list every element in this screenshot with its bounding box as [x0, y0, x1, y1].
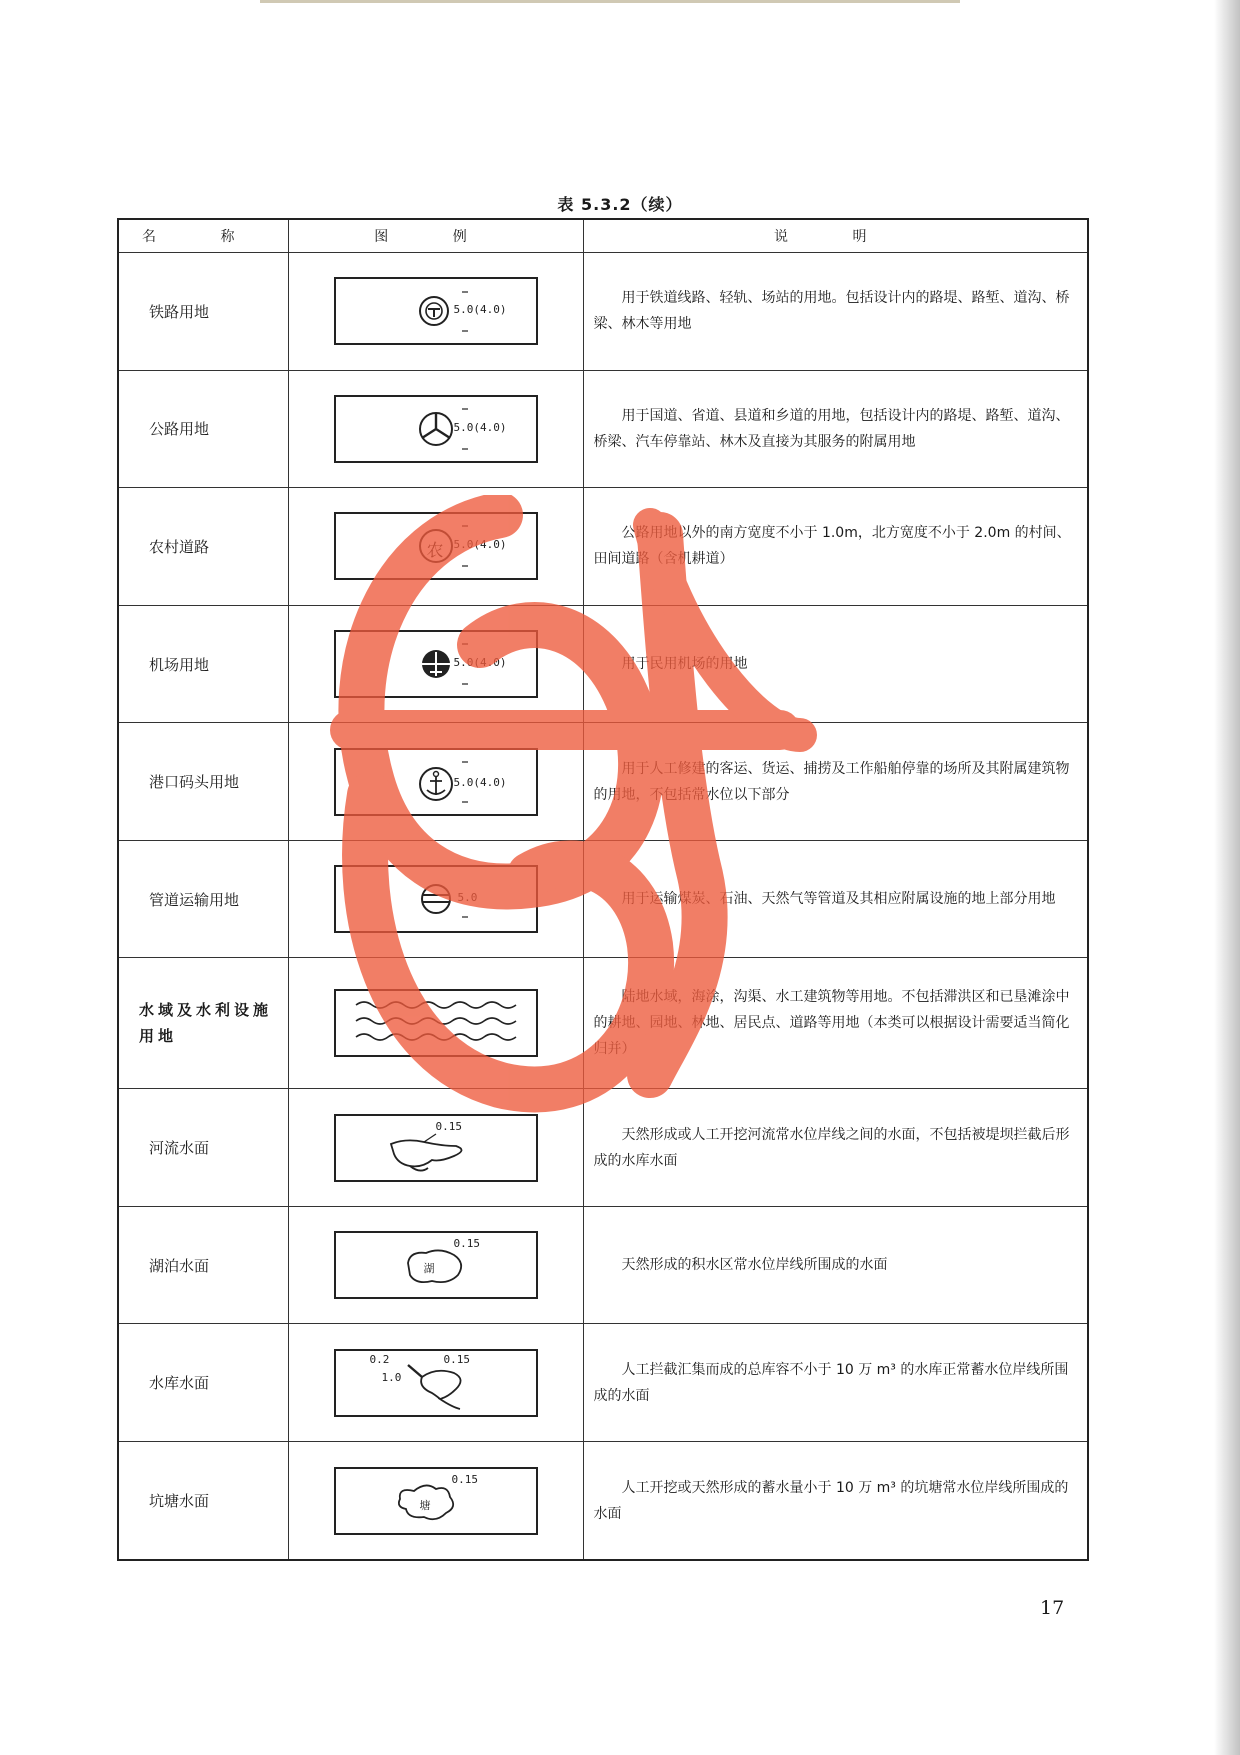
- row-name: 港口码头用地: [118, 723, 288, 841]
- land-use-legend-table: [117, 218, 1089, 1561]
- legend-cell: [288, 1206, 583, 1324]
- legend-box: [334, 865, 538, 933]
- table-row: [118, 723, 1088, 841]
- legend-box: [334, 1349, 538, 1417]
- legend-cell: [288, 488, 583, 606]
- table-row: [118, 488, 1088, 606]
- legend-box: [334, 1114, 538, 1182]
- table-row: [118, 1089, 1088, 1207]
- row-name: 机场用地: [118, 605, 288, 723]
- scan-edge-right: [1214, 0, 1240, 1755]
- legend-cell: [288, 958, 583, 1089]
- water-waves-icon: [336, 991, 536, 1055]
- row-desc: 人工开挖或天然形成的蓄水量小于 10 万 m³ 的坑塘常水位岸线所围成的水面: [583, 1442, 1088, 1560]
- legend-box: [334, 1231, 538, 1299]
- legend-box: [334, 395, 538, 463]
- legend-box: [334, 1467, 538, 1535]
- legend-label: 0.15: [443, 1352, 470, 1366]
- pipeline-symbol-icon: [336, 867, 536, 931]
- row-name: 水域及水利设施用地: [118, 958, 288, 1089]
- legend-label: 5.0(4.0): [453, 656, 507, 670]
- table-row: [118, 253, 1088, 371]
- row-desc: 天然形成的积水区常水位岸线所围成的水面: [583, 1206, 1088, 1324]
- legend-box: [334, 277, 538, 345]
- table-row: [118, 370, 1088, 488]
- legend-cell: [288, 723, 583, 841]
- legend-label: 5.0(4.0): [453, 303, 507, 317]
- row-desc: 公路用地以外的南方宽度不小于 1.0m，北方宽度不小于 2.0m 的村间、田间道路（含机耕道）: [583, 488, 1088, 606]
- legend-box: [334, 989, 538, 1057]
- legend-cell: [288, 1442, 583, 1560]
- row-desc: 用于民用机场的用地: [583, 605, 1088, 723]
- reservoir-outline-icon: [336, 1351, 536, 1415]
- pond-outline-icon: [336, 1469, 536, 1533]
- row-name: 坑塘水面: [118, 1442, 288, 1560]
- row-desc: 用于铁道线路、轻轨、场站的用地。包括设计内的路堤、路堑、道沟、桥梁、林木等用地: [583, 253, 1088, 371]
- legend-glyph: 湖: [423, 1262, 435, 1276]
- legend-label-dam: 0.2: [369, 1352, 390, 1366]
- row-desc: 陆地水域，海涂，沟渠、水工建筑物等用地。不包括滞洪区和已垦滩涂中的耕地、园地、林地、居民点、道路等用地（本类可以根据设计需要适当简化归并）: [583, 958, 1088, 1089]
- row-desc: 用于运输煤炭、石油、天然气等管道及其相应附属设施的地上部分用地: [583, 840, 1088, 958]
- table-row: [118, 1324, 1088, 1442]
- header-name: 名 称: [118, 219, 288, 253]
- header-desc: 说 明: [583, 219, 1088, 253]
- legend-cell: [288, 1089, 583, 1207]
- lake-outline-icon: [336, 1233, 536, 1297]
- legend-label: 5.0(4.0): [453, 775, 507, 789]
- row-desc: 人工拦截汇集而成的总库容不小于 10 万 m³ 的水库正常蓄水位岸线所围成的水面: [583, 1324, 1088, 1442]
- legend-label-width: 1.0: [381, 1370, 402, 1384]
- legend-label: 0.15: [451, 1472, 478, 1486]
- row-name: 水库水面: [118, 1324, 288, 1442]
- table-row: [118, 605, 1088, 723]
- row-name: 公路用地: [118, 370, 288, 488]
- legend-label: 5.0(4.0): [453, 538, 507, 552]
- legend-label: 5.0(4.0): [453, 420, 507, 434]
- legend-label: 0.15: [453, 1237, 480, 1251]
- legend-cell: [288, 253, 583, 371]
- scan-edge-top: [260, 0, 960, 3]
- legend-cell: [288, 605, 583, 723]
- table-row: [118, 1442, 1088, 1560]
- row-name: 铁路用地: [118, 253, 288, 371]
- row-name: 农村道路: [118, 488, 288, 606]
- header-legend: 图 例: [288, 219, 583, 253]
- table-header-row: [118, 219, 1088, 253]
- table-row: [118, 1206, 1088, 1324]
- table-row: [118, 840, 1088, 958]
- row-desc: 天然形成或人工开挖河流常水位岸线之间的水面，不包括被堤坝拦截后形成的水库水面: [583, 1089, 1088, 1207]
- row-name: 河流水面: [118, 1089, 288, 1207]
- row-name: 湖泊水面: [118, 1206, 288, 1324]
- legend-glyph: 塘: [419, 1498, 431, 1512]
- legend-cell: [288, 370, 583, 488]
- table-caption: 表 5.3.2（续）: [557, 195, 683, 214]
- legend-box: [334, 748, 538, 816]
- legend-cell: [288, 1324, 583, 1442]
- row-desc: 用于人工修建的客运、货运、捕捞及工作船舶停靠的场所及其附属建筑物的用地，不包括常水位以下部分: [583, 723, 1088, 841]
- legend-glyph: 农: [426, 541, 444, 562]
- page-number: 17: [1040, 1597, 1065, 1619]
- legend-box: [334, 512, 538, 580]
- legend-label: 5.0: [457, 891, 478, 905]
- legend-label: 0.15: [435, 1119, 462, 1133]
- row-desc: 用于国道、省道、县道和乡道的用地，包括设计内的路堤、路堑、道沟、桥梁、汽车停靠站、林木及直接为其服务的附属用地: [583, 370, 1088, 488]
- table-row: [118, 958, 1088, 1089]
- legend-cell: [288, 840, 583, 958]
- legend-box: [334, 630, 538, 698]
- row-name: 管道运输用地: [118, 840, 288, 958]
